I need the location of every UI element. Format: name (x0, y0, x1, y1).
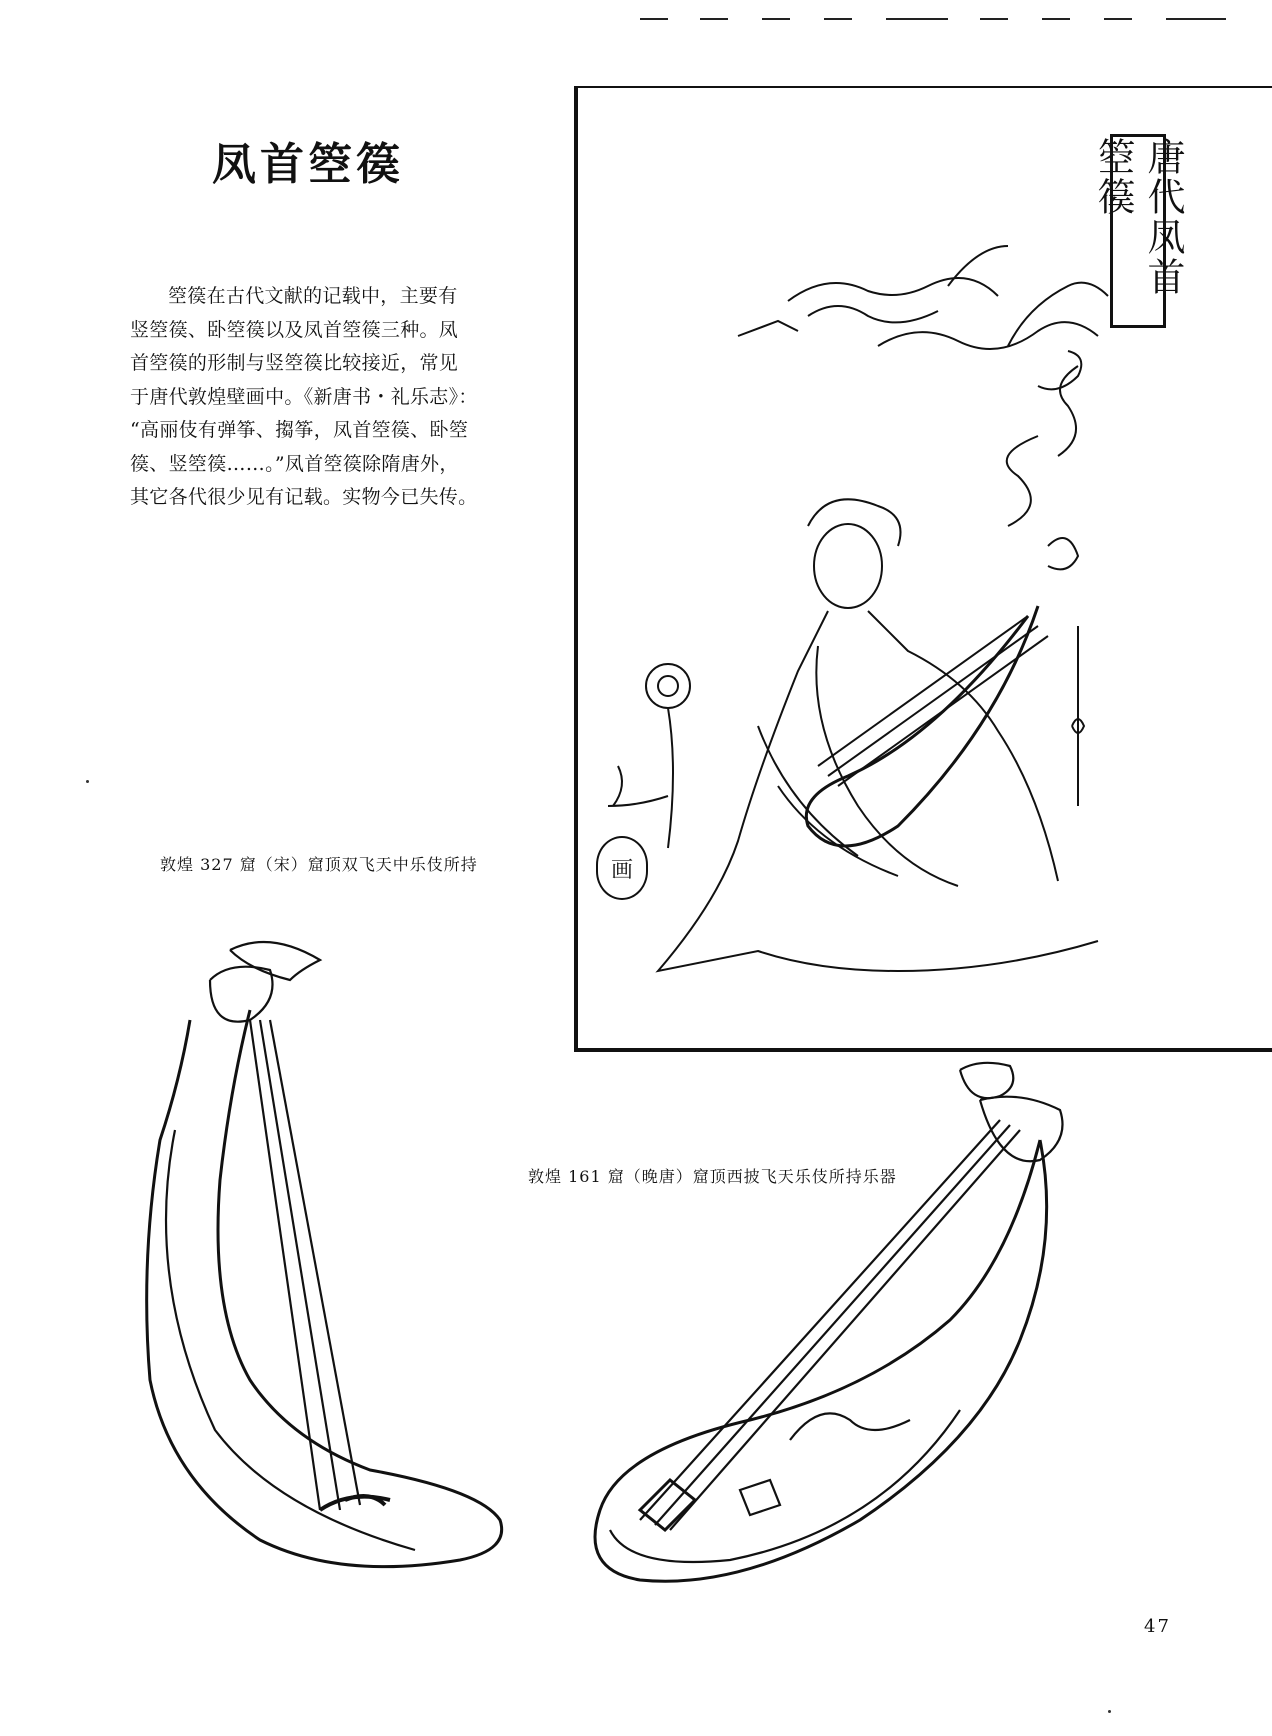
body-line: 首箜篌的形制与竖箜篌比较接近，常见 (130, 352, 459, 374)
painted-konghou-drawing (806, 538, 1084, 846)
page-number: 47 (1144, 1616, 1171, 1637)
caption-dunhuang-327: 敦煌 327 窟（宋）窟顶双飞天中乐伎所持 (160, 855, 478, 874)
body-line: 竖箜篌、卧箜篌以及凤首箜篌三种。凤 (130, 318, 459, 341)
musician-figure-drawing (658, 499, 1098, 971)
scan-speck (1108, 1710, 1111, 1713)
body-line: 其它各代很少见有记载。实物今已失传。 (130, 486, 478, 508)
crane-cloud-drawing (738, 246, 1108, 526)
scan-speck (86, 780, 89, 783)
body-line: 于唐代敦煌壁画中。《新唐书・礼乐志》： (130, 385, 478, 408)
painting-title-box: 唐代凤首箜篌 (1110, 134, 1166, 328)
konghou-327-drawing (120, 930, 520, 1570)
konghou-161-drawing (580, 1060, 1120, 1600)
caption-dunhuang-161: 敦煌 161 窟（晚唐）窟顶西披飞天乐伎所持乐器 (528, 1167, 897, 1186)
body-paragraph (130, 280, 482, 515)
artist-seal: 画 (596, 836, 648, 900)
body-line: “高丽伎有弹筝、搊筝，凤首箜篌、卧箜 (130, 419, 469, 441)
chrysanthemum-drawing (608, 664, 690, 848)
header-dash-rule (640, 14, 1240, 26)
body-line: 篌、竖箜篌……。”凤首箜篌除隋唐外， (130, 452, 459, 475)
body-line: 箜篌在古代文献的记载中，主要有 (168, 285, 458, 307)
page-title: 凤首箜篌 (212, 139, 404, 190)
